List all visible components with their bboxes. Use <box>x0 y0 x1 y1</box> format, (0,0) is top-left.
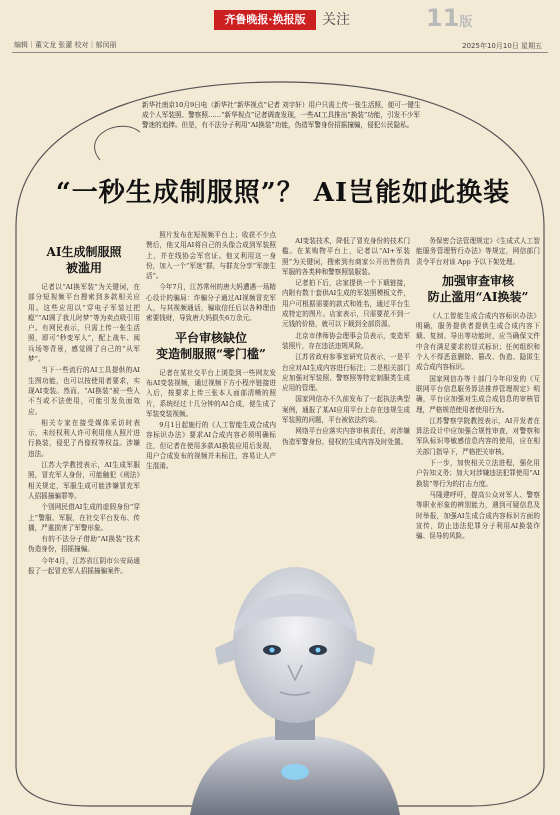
subhead-platform-review <box>146 330 276 362</box>
body-paragraph: 有的不法分子借助“AI换装”技术伪造身份，招摇撞骗。 <box>28 535 140 554</box>
body-paragraph: 今年4月，江苏省江阴市公安局通报了一起冒充军人招摇撞骗案件。 <box>28 556 140 576</box>
body-paragraph: 相关专家在接受媒体采访时表示，未经权利人许可利用他人照片进行换装，侵犯了肖像权等权益。涉嫌违法。 <box>28 418 140 458</box>
subhead-line-1: AI生成制服照 <box>46 245 122 259</box>
masthead <box>0 0 560 62</box>
page-number <box>426 4 472 32</box>
subhead-line-1: 加强审查审核 <box>441 273 514 288</box>
body-paragraph: 江苏警察学院教授表示，AI开发者在算法设计中应加强合规性审查，对警察和军队标识等敏感信息内容的使用，应在相关部门指导下，严格把关审核。 <box>416 416 540 456</box>
body-paragraph: 今年7月，江苏常州的唐大妈遭遇一场精心设计的骗局：诈骗分子通过AI视频冒充军人，与其视频通话，骗取信任后以各种理由索要钱财，导致唐大妈损失6万余元。 <box>146 283 276 323</box>
column-2 <box>146 230 276 473</box>
body-paragraph: 江苏大学教授表示，AI生成军服照，冒充军人身份，可能触犯《刑法》相关规定，军服生成可能涉嫌冒充军人招摇撞骗罪等。 <box>28 461 140 500</box>
article-headline: “一秒生成制服照”？ AI岂能如此换装 <box>55 178 511 208</box>
subhead-strengthen-review <box>416 273 540 305</box>
issue-date: 2025年10月10日 星期五 <box>462 42 542 50</box>
body-paragraph: 国家网信办不久前发布了一起执法典型案例，通报了某AI应用平台上存在违规生成军装照的问题，平台被依法约谈。 <box>282 395 410 425</box>
body-paragraph: 国家网信办等十部门今年印发的《互联网平台信息服务算法推荐管理规定》明确，平台应加强对生成合成信息的审核管理，严格规范使用者使用行为。 <box>416 374 540 414</box>
body-paragraph: 务保密合法管理规定》《生成式人工智能服务管理暂行办法》等规定，网信部门责令平台对该 App 予以下架处理。 <box>416 237 540 266</box>
body-paragraph: 当下一些流行的AI工具提供的AI生图功能，也可以按使用者要求，实现AI变装。然而，“AI换装”被一些人不当或不法使用，可能引发负面效应。 <box>28 366 140 416</box>
body-paragraph: 下一步，加快相关立法进程，强化用户告知义务；加大对涉嫌违法犯罪使用“AI换装”等行为的打击力度。 <box>416 459 540 488</box>
column-3 <box>282 236 410 448</box>
column-1 <box>28 238 140 577</box>
body-paragraph: 北京市律师协会理事会员表示，变造军装照片，存在违法违规风险。 <box>282 331 410 350</box>
body-paragraph: 马隆建呼吁，提高公众对军人、警察等职业形象的辨别能力，遇到可疑信息及时举报，加强AI生成合成内容标识方面的宣传，防止违法犯罪分子利用AI换装诈骗、误导的风险。 <box>416 490 540 541</box>
lead-paragraph: 新华社南京10月9日电（新华社“新华视点”记者 刘宇轩）用户只需上传一张生活照，便可一键生成个人军装照、警察照……“新华视点”记者调查发现，一些AI工具推出“换装”功能，引发不少军警迷的追捧。但是，有不法分子利用“AI换装”功能，伪造军警身份招摇撞骗，侵犯公民隐私。 <box>142 101 421 129</box>
subhead-line-1: 平台审核缺位 <box>174 330 247 345</box>
body-paragraph: 照片发布在短视频平台上；收获不少点赞后，他又用AI将自己的头像合成到军装照上，并在线协会军官证。他又利用这一身份，加入一个“军迷”群，与群友分享“军旅生活”。 <box>146 231 276 281</box>
subhead-line-2: 防止滥用“AI换装” <box>427 289 529 304</box>
body-paragraph: AI变装技术，降低了冒充身份的技术门槛。在某购物平台上，记者以“AI+军装照”为关键词，搜索到有商家公开出售仿真军服的各类种和警察照装服装。 <box>282 237 410 276</box>
body-paragraph: 记者拍下后，店家提供一个下载链接，内附有数十套供AI生成的军装照模板文件，用户可根据需要的款式和姓名，通过平台生成特定的图片。店家表示，只需要花不到一元钱的价格，就可以下载到全部资源。 <box>282 279 410 329</box>
body-paragraph: 《人工智能生成合成内容标识办法》明确，服务提供者提供生成合成内容下载、复制、导出等功能时，应当确保文件中含有满足要求的显式标识；任何组织和个人不得恶意删除、篡改、伪造、隐匿生成合成内容标识。 <box>416 311 540 372</box>
body-paragraph: 网络平台应落实内容审核责任，对涉嫌伪造军警身份、侵权的生成内容及时处置。 <box>282 427 410 446</box>
subhead-line-2: 变造制服照“零门槛” <box>156 346 266 361</box>
column-4 <box>416 236 540 542</box>
body-paragraph: 记者在某社交平台上浏览到一些网友发布AI变装视频，通过视频下方小程序链接进入后，按要求上传三张本人面部清晰的照片，系统经过十几分钟的AI合成，便生成了军装变装视频。 <box>146 368 276 418</box>
subhead-ai-uniform-photos <box>28 244 140 276</box>
body-paragraph: 9月1日起施行的《人工智能生成合成内容标识办法》要求AI合成内容必须明确标注，但记者在使用多款AI换装应用后发现，用户合成发布的视频并未标注，容易让人产生混淆。 <box>146 421 276 471</box>
masthead-rule <box>12 52 548 53</box>
body-paragraph: 江苏省政府参事室研究员表示，一是平台应对AI生成内容进行标注；二是相关部门应加强对军装照、警察照等特定制服类生成应用的管理。 <box>282 353 410 393</box>
page-number-suffix: 版 <box>459 15 473 30</box>
editor-credits: 编辑｜董文龙 张灌 校对｜郁闵丽 <box>14 41 117 49</box>
body-paragraph: 个别网民借AI生成的虚假身份“穿上”警服、军服，在社交平台发布、传播，严重损害了军警形象。 <box>28 503 140 532</box>
subhead-line-2: 被滥用 <box>65 261 102 275</box>
ai-robot-illustration <box>170 540 420 815</box>
body-paragraph: 记者以“AI换军装”为关键词，在部分短视频平台搜索到多款相关应用。这些应用以“穿电子军装过把瘾”“AI圆了我儿时梦”等为卖点吸引用户。有网民表示，只需上传一张生活照，即可“秒变军人”，配上战车、阅兵场等背景，感觉圆了自己的“从军梦”。 <box>28 283 140 364</box>
page-number-digits: 11 <box>426 4 460 32</box>
section-name: 关注 <box>322 12 350 28</box>
paper-name: 齐鲁晚报·换报版 <box>214 10 316 30</box>
